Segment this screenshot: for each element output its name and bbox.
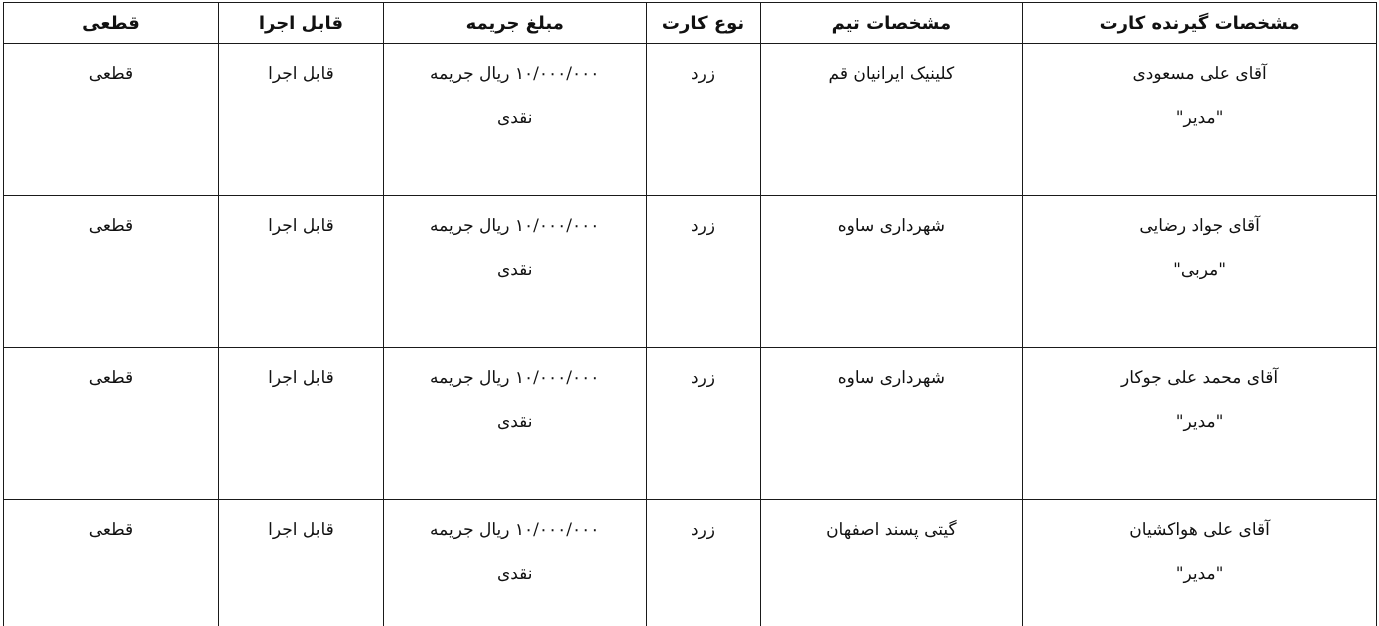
table-body: [4, 44, 1377, 626]
final-cell: قطعی: [4, 348, 219, 500]
recipient-name: آقای علی هواکشیان: [1037, 508, 1362, 552]
recipient-cell: [1023, 44, 1377, 196]
team-cell: شهرداری ساوه: [760, 196, 1023, 348]
table-row: [4, 500, 1377, 626]
recipient-role: "مدیر": [1037, 400, 1362, 444]
recipient-role: "مدیر": [1037, 552, 1362, 596]
header-recipient: مشخصات گیرنده کارت: [1023, 3, 1377, 44]
recipient-name: آقای محمد علی جوکار: [1037, 356, 1362, 400]
table-row: [4, 348, 1377, 500]
team-cell: شهرداری ساوه: [760, 348, 1023, 500]
card-type-cell: زرد: [646, 348, 760, 500]
fine-type-line: نقدی: [398, 248, 632, 292]
enforceable-cell: قابل اجرا: [218, 500, 383, 626]
header-final: قطعی: [4, 3, 219, 44]
fine-cell: [383, 500, 646, 626]
recipient-role: "مربی": [1037, 248, 1362, 292]
enforceable-cell: قابل اجرا: [218, 348, 383, 500]
fine-type-line: نقدی: [398, 400, 632, 444]
final-cell: قطعی: [4, 44, 219, 196]
fine-amount-line: ۱۰/۰۰۰/۰۰۰ ریال جریمه: [398, 204, 632, 248]
final-cell: قطعی: [4, 196, 219, 348]
header-fine-amount: مبلغ جریمه: [383, 3, 646, 44]
fine-amount-line: ۱۰/۰۰۰/۰۰۰ ریال جریمه: [398, 52, 632, 96]
team-cell: گیتی پسند اصفهان: [760, 500, 1023, 626]
card-type-cell: زرد: [646, 44, 760, 196]
recipient-name: آقای جواد رضایی: [1037, 204, 1362, 248]
header-row: [4, 3, 1377, 44]
recipient-name: آقای علی مسعودی: [1037, 52, 1362, 96]
table-row: [4, 44, 1377, 196]
fine-cell: [383, 196, 646, 348]
fine-cell: [383, 44, 646, 196]
card-type-cell: زرد: [646, 196, 760, 348]
fine-amount-line: ۱۰/۰۰۰/۰۰۰ ریال جریمه: [398, 508, 632, 552]
fine-type-line: نقدی: [398, 552, 632, 596]
fine-cell: [383, 348, 646, 500]
header-team: مشخصات تیم: [760, 3, 1023, 44]
fine-amount-line: ۱۰/۰۰۰/۰۰۰ ریال جریمه: [398, 356, 632, 400]
recipient-role: "مدیر": [1037, 96, 1362, 140]
recipient-cell: [1023, 196, 1377, 348]
enforceable-cell: قابل اجرا: [218, 196, 383, 348]
penalty-table: [3, 2, 1377, 626]
final-cell: قطعی: [4, 500, 219, 626]
table-row: [4, 196, 1377, 348]
recipient-cell: [1023, 348, 1377, 500]
recipient-cell: [1023, 500, 1377, 626]
team-cell: کلینیک ایرانیان قم: [760, 44, 1023, 196]
enforceable-cell: قابل اجرا: [218, 44, 383, 196]
fine-type-line: نقدی: [398, 96, 632, 140]
header-enforceable: قابل اجرا: [218, 3, 383, 44]
card-type-cell: زرد: [646, 500, 760, 626]
table-header: [4, 3, 1377, 44]
header-card-type: نوع کارت: [646, 3, 760, 44]
